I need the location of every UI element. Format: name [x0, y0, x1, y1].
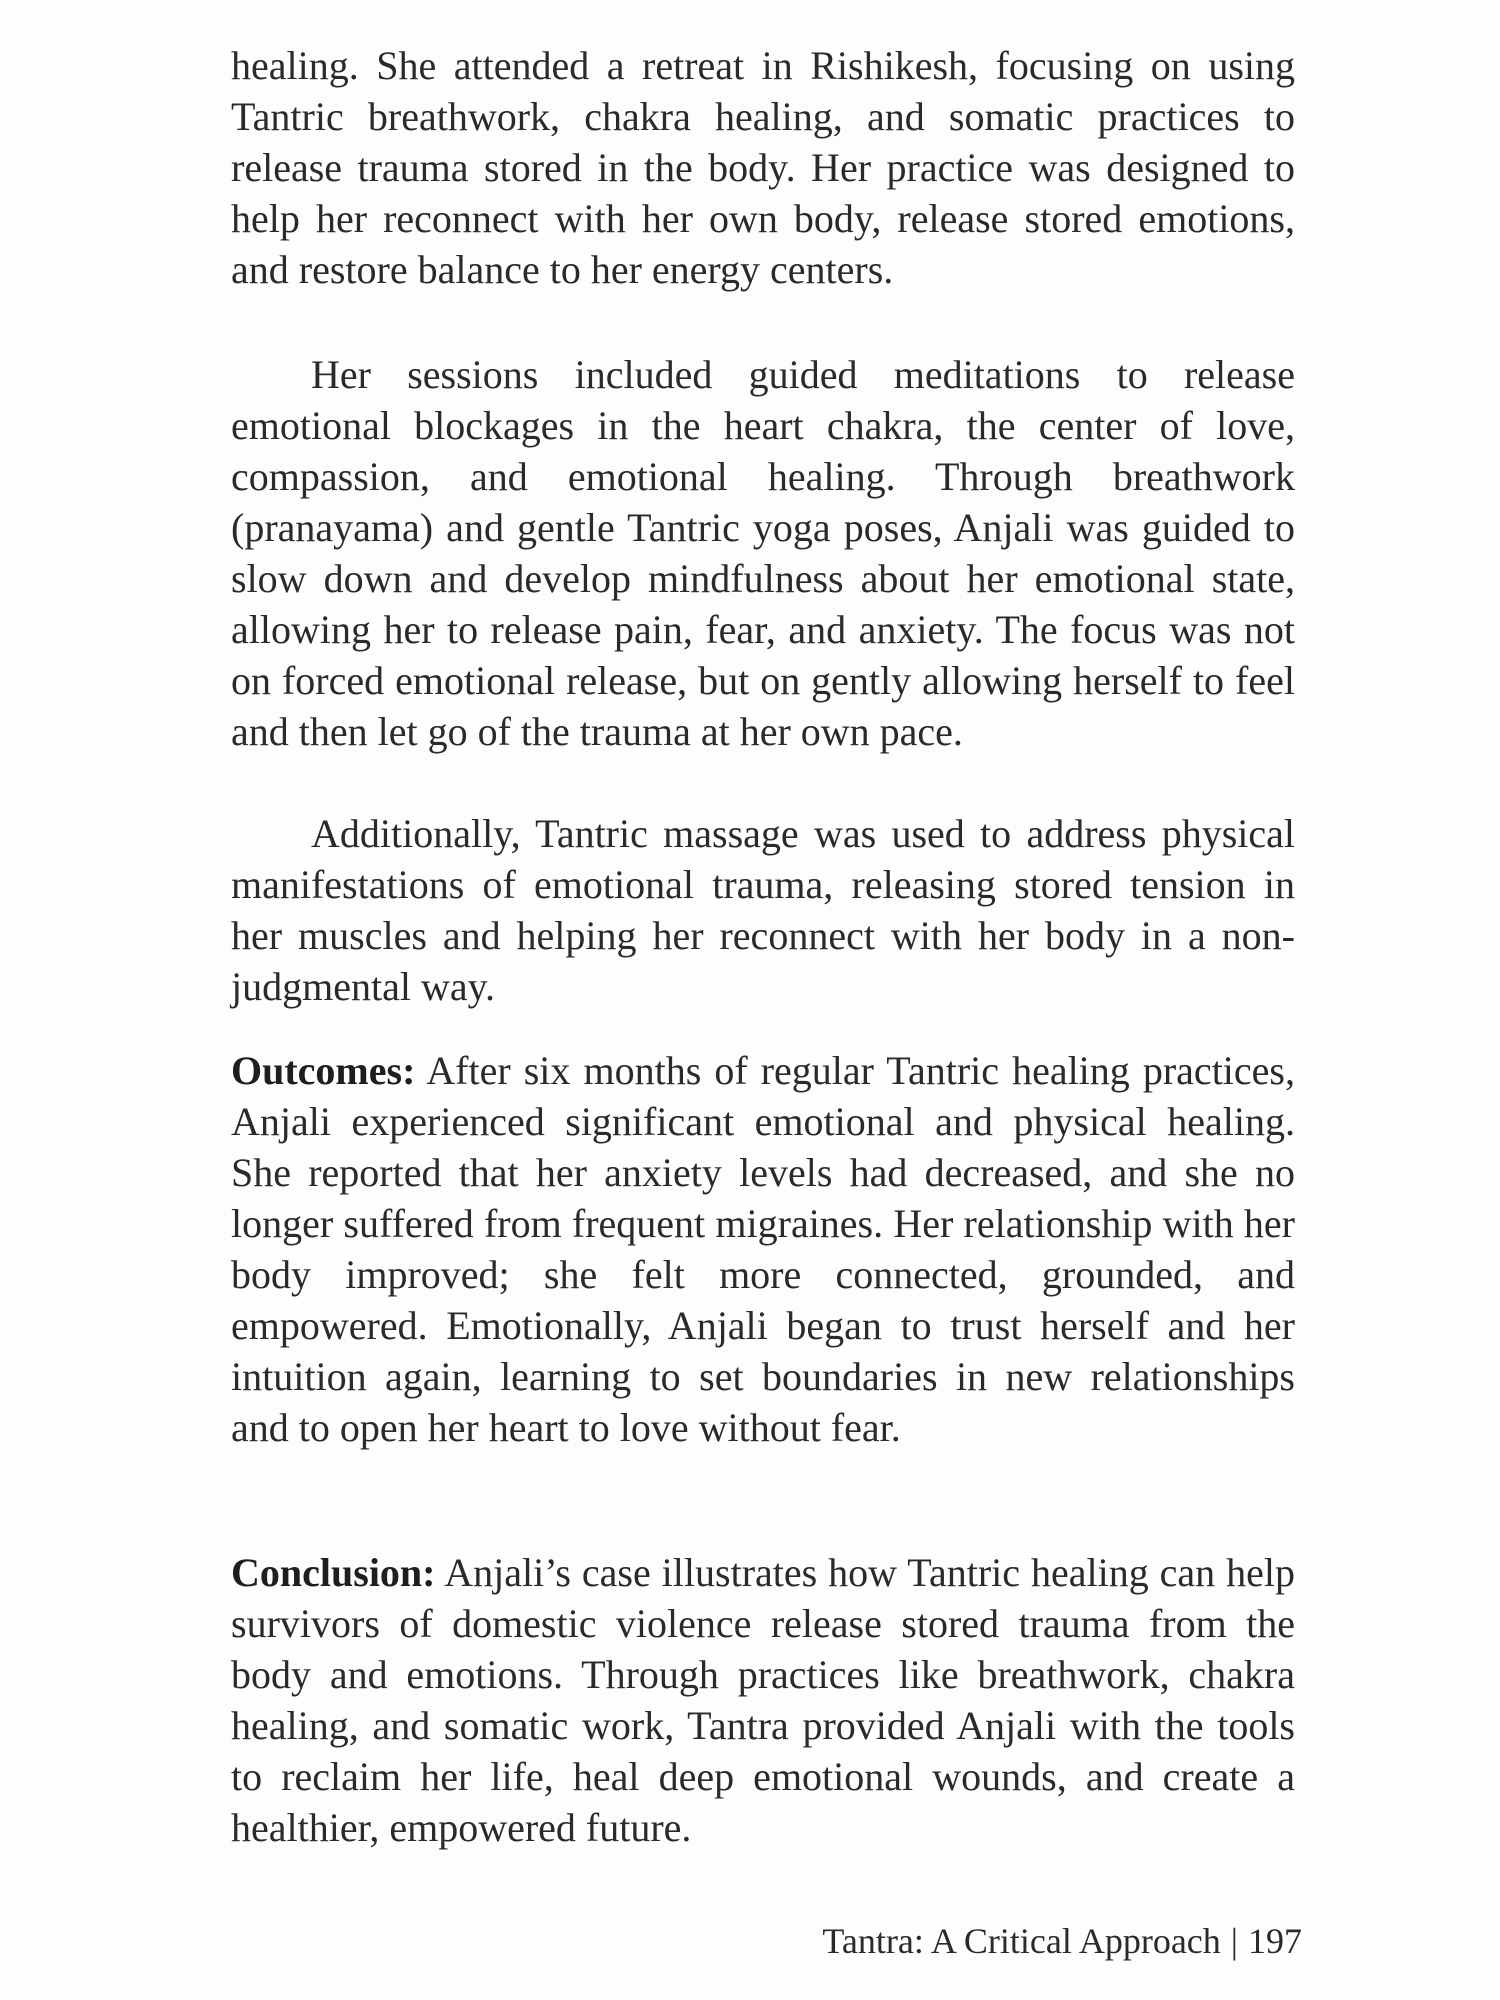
- outcomes-text: After six months of regular Tantric healing practices, Anjali experienced significant emotional and physical healing. She reported that her anxiety levels had decreased, and she no longer suffered from frequent migraines. Her relationship with her body improved; she felt more connected, grounded, and empowered. Emotionally, Anjali began to trust herself and her intuition again, learning to set boundaries in new relationships and to open her heart to love without fear.: [231, 1048, 1295, 1450]
- outcomes-heading: Outcomes:: [231, 1048, 416, 1093]
- paragraph-sessions-text: Her sessions included guided meditations to release emotional blockages in the heart chakra, the center of love, compassion, and emotional healing. Through breathwork (pranayama) and gentle Tantric yoga poses, Anjali was guided to slow down and develop mindfulness about her emotional state, allowing her to release pain, fear, and anxiety. The focus was not on forced emotional release, but on gently allowing herself to feel and then let go of the trauma at her own pace.: [231, 352, 1295, 754]
- outcomes-section: [231, 1045, 1295, 1453]
- running-title: Tantra: A Critical Approach: [822, 1921, 1221, 1961]
- conclusion-section: [231, 1547, 1295, 1853]
- paragraph-massage-text: Additionally, Tantric massage was used to address physical manifestations of emotional trauma, releasing stored tension in her muscles and helping her reconnect with her body in a non-judgmental way.: [231, 811, 1295, 1009]
- conclusion-paragraph: [231, 1547, 1295, 1853]
- paragraph-sessions: [231, 349, 1295, 757]
- paragraph-massage: [231, 808, 1295, 1012]
- page-number: 197: [1248, 1921, 1302, 1961]
- paragraph-retreat: [231, 40, 1295, 295]
- outcomes-paragraph: [231, 1045, 1295, 1453]
- paragraph-retreat-text: healing. She attended a retreat in Rishikesh, focusing on using Tantric breathwork, chakra healing, and somatic practices to release trauma stored in the body. Her practice was designed to help her reconnect with her own body, release stored emotions, and restore balance to her energy centers.: [231, 43, 1295, 292]
- conclusion-heading: Conclusion:: [231, 1550, 436, 1595]
- footer-separator: |: [1230, 1921, 1238, 1961]
- conclusion-text: Anjali’s case illustrates how Tantric healing can help survivors of domestic violence release stored trauma from the body and emotions. Through practices like breathwork, chakra healing, and somatic work, Tantra provided Anjali with the tools to reclaim her life, heal deep emotional wounds, and create a healthier, empowered future.: [231, 1550, 1296, 1850]
- page-footer: [822, 1920, 1302, 1962]
